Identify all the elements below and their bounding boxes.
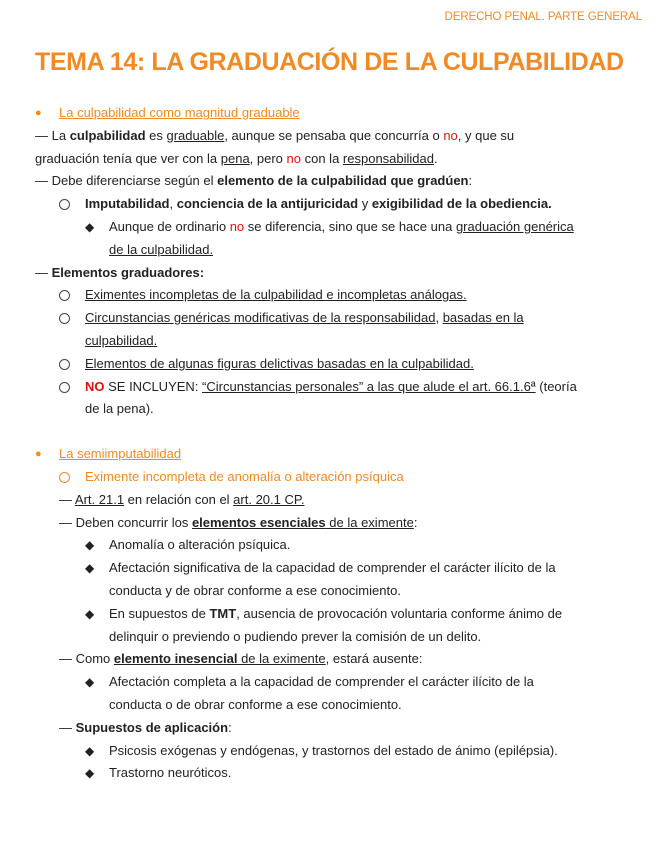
list-item — [35, 353, 630, 376]
text: graduación genérica — [455, 218, 574, 234]
text: Eximentes incompletas de la culpabilidad e incompletas análogas. — [85, 287, 467, 303]
page-header: DERECHO PENAL. PARTE GENERAL — [444, 11, 642, 23]
circle-bullet-icon — [59, 382, 70, 393]
text: : — [413, 514, 418, 530]
list-item — [35, 307, 630, 330]
text: pena — [220, 150, 250, 166]
text: conducta y de obrar conforme a ese conocimiento. — [109, 582, 401, 598]
circle-bullet-icon — [59, 359, 70, 370]
section-heading-text: La semiimputabilidad — [59, 446, 182, 462]
text: exigibilidad de la obediencia. — [371, 196, 552, 212]
section-heading-text: La culpabilidad como magnitud graduable — [59, 105, 300, 120]
list-item — [35, 557, 630, 580]
text: basadas en la — [442, 310, 524, 326]
text: “Circunstancias personales” a las que alude el art. 66.1.6ª — [202, 378, 536, 394]
text: art. 20.1 CP. — [233, 491, 305, 507]
list-item-continued — [35, 694, 630, 717]
paragraph — [35, 262, 630, 285]
list-item-continued — [35, 239, 630, 262]
subsection-heading — [35, 466, 630, 489]
text: — La — [35, 127, 70, 143]
list-item-continued — [35, 626, 630, 649]
text: de la eximente — [325, 514, 414, 530]
circle-bullet-icon — [59, 290, 70, 301]
text: graduación tenía que ver con la — [35, 150, 221, 166]
paragraph — [35, 170, 630, 193]
text: , — [435, 310, 443, 326]
diamond-bullet-icon: ◆ — [85, 219, 95, 234]
text: de la culpabilidad. — [109, 241, 214, 257]
text: . — [434, 150, 438, 166]
list-item — [35, 534, 630, 557]
list-item — [35, 603, 630, 626]
text: no — [443, 127, 458, 143]
text: no — [229, 218, 245, 234]
text: : — [228, 719, 232, 735]
text: Anomalía o alteración psíquica. — [109, 537, 291, 553]
list-item — [35, 671, 630, 694]
text: conducta o de obrar conforme a ese conocimiento. — [109, 696, 402, 712]
list-item-continued — [35, 398, 630, 421]
text: Art. 21.1 — [74, 491, 125, 507]
list-item — [35, 376, 630, 399]
text: , aunque se pensaba que concurría o — [224, 127, 444, 143]
section-heading-1 — [35, 102, 630, 125]
text: y — [358, 196, 372, 212]
text: — — [35, 264, 52, 280]
text: Aunque de ordinario — [109, 218, 230, 234]
text: Elementos graduadores: — [51, 264, 205, 280]
list-item-continued — [35, 580, 630, 603]
circle-bullet-icon — [59, 472, 70, 483]
text: elemento inesencial — [113, 651, 238, 667]
text: en relación con el — [124, 491, 234, 507]
text: Afectación completa a la capacidad de comprender el carácter ilícito de la — [109, 674, 534, 690]
text: Circunstancias genéricas modificativas de la responsabilidad — [85, 310, 436, 326]
text: Psicosis exógenas y endógenas, y trastornos del estado de ánimo (epilépsia). — [109, 742, 558, 758]
diamond-bullet-icon: ◆ — [85, 675, 95, 690]
paragraph — [35, 717, 630, 740]
text: culpabilidad — [69, 127, 146, 143]
text: , y que su — [457, 127, 515, 143]
text: de la eximente — [237, 651, 326, 667]
text: elemento de la culpabilidad que gradúen — [217, 173, 469, 189]
text: En supuestos de — [109, 605, 210, 621]
text: , — [169, 196, 177, 212]
text: Afectación significativa de la capacidad de comprender el carácter ilícito de la — [109, 560, 556, 576]
text: Supuestos de aplicación — [75, 719, 229, 735]
text: con la — [301, 150, 343, 166]
paragraph — [35, 148, 630, 171]
text: , ausencia de provocación voluntaria conforme ánimo de — [236, 605, 563, 621]
text: — Como — [59, 651, 114, 667]
text: conciencia de la antijuricidad — [176, 196, 359, 212]
text: de la pena). — [85, 401, 154, 417]
text: delinquir o previendo o pudiendo prever la comisión de un delito. — [109, 628, 482, 644]
text: graduable — [166, 127, 225, 143]
paragraph — [35, 648, 630, 671]
circle-bullet-icon — [59, 199, 70, 210]
document-body — [35, 102, 630, 785]
text: — Deben concurrir los — [59, 514, 192, 530]
text: — Debe diferenciarse según el — [35, 173, 218, 189]
text: , pero — [249, 150, 287, 166]
list-item — [35, 216, 630, 239]
paragraph — [35, 512, 630, 535]
paragraph — [35, 125, 630, 148]
list-item — [35, 284, 630, 307]
text: no — [286, 150, 301, 166]
page-title: TEMA 14: LA GRADUACIÓN DE LA CULPABILIDAD — [35, 48, 624, 76]
bullet-dot-icon: ● — [35, 107, 42, 119]
diamond-bullet-icon: ◆ — [85, 538, 95, 553]
text: (teoría — [535, 378, 577, 394]
diamond-bullet-icon: ◆ — [85, 766, 95, 781]
text: , estará ausente: — [325, 651, 423, 667]
text: SE INCLUYEN: — [104, 378, 203, 394]
list-item — [35, 762, 630, 785]
list-item — [35, 193, 630, 216]
text: es — [145, 127, 167, 143]
text: Trastorno neuróticos. — [109, 765, 232, 781]
diamond-bullet-icon: ◆ — [85, 561, 95, 576]
text: responsabilidad — [342, 150, 434, 166]
text: NO — [85, 378, 105, 394]
text: Eximente incompleta de anomalía o alteración psíquica — [85, 468, 404, 484]
section-heading-2 — [35, 443, 630, 466]
list-item — [35, 740, 630, 763]
text: se diferencia, sino que se hace una — [244, 218, 456, 234]
text: TMT — [209, 605, 237, 621]
bullet-dot-icon: ● — [35, 448, 42, 461]
paragraph — [35, 489, 630, 512]
text: : — [468, 173, 473, 189]
text: — — [59, 491, 75, 507]
circle-bullet-icon — [59, 313, 70, 324]
diamond-bullet-icon: ◆ — [85, 743, 95, 758]
text: culpabilidad. — [85, 332, 158, 348]
diamond-bullet-icon: ◆ — [85, 606, 95, 621]
text: — — [59, 719, 76, 735]
text: elementos esenciales — [191, 514, 326, 530]
list-item-continued — [35, 330, 630, 353]
text: Imputabilidad — [85, 196, 170, 212]
text: Elementos de algunas figuras delictivas basadas en la culpabilidad. — [85, 355, 474, 371]
